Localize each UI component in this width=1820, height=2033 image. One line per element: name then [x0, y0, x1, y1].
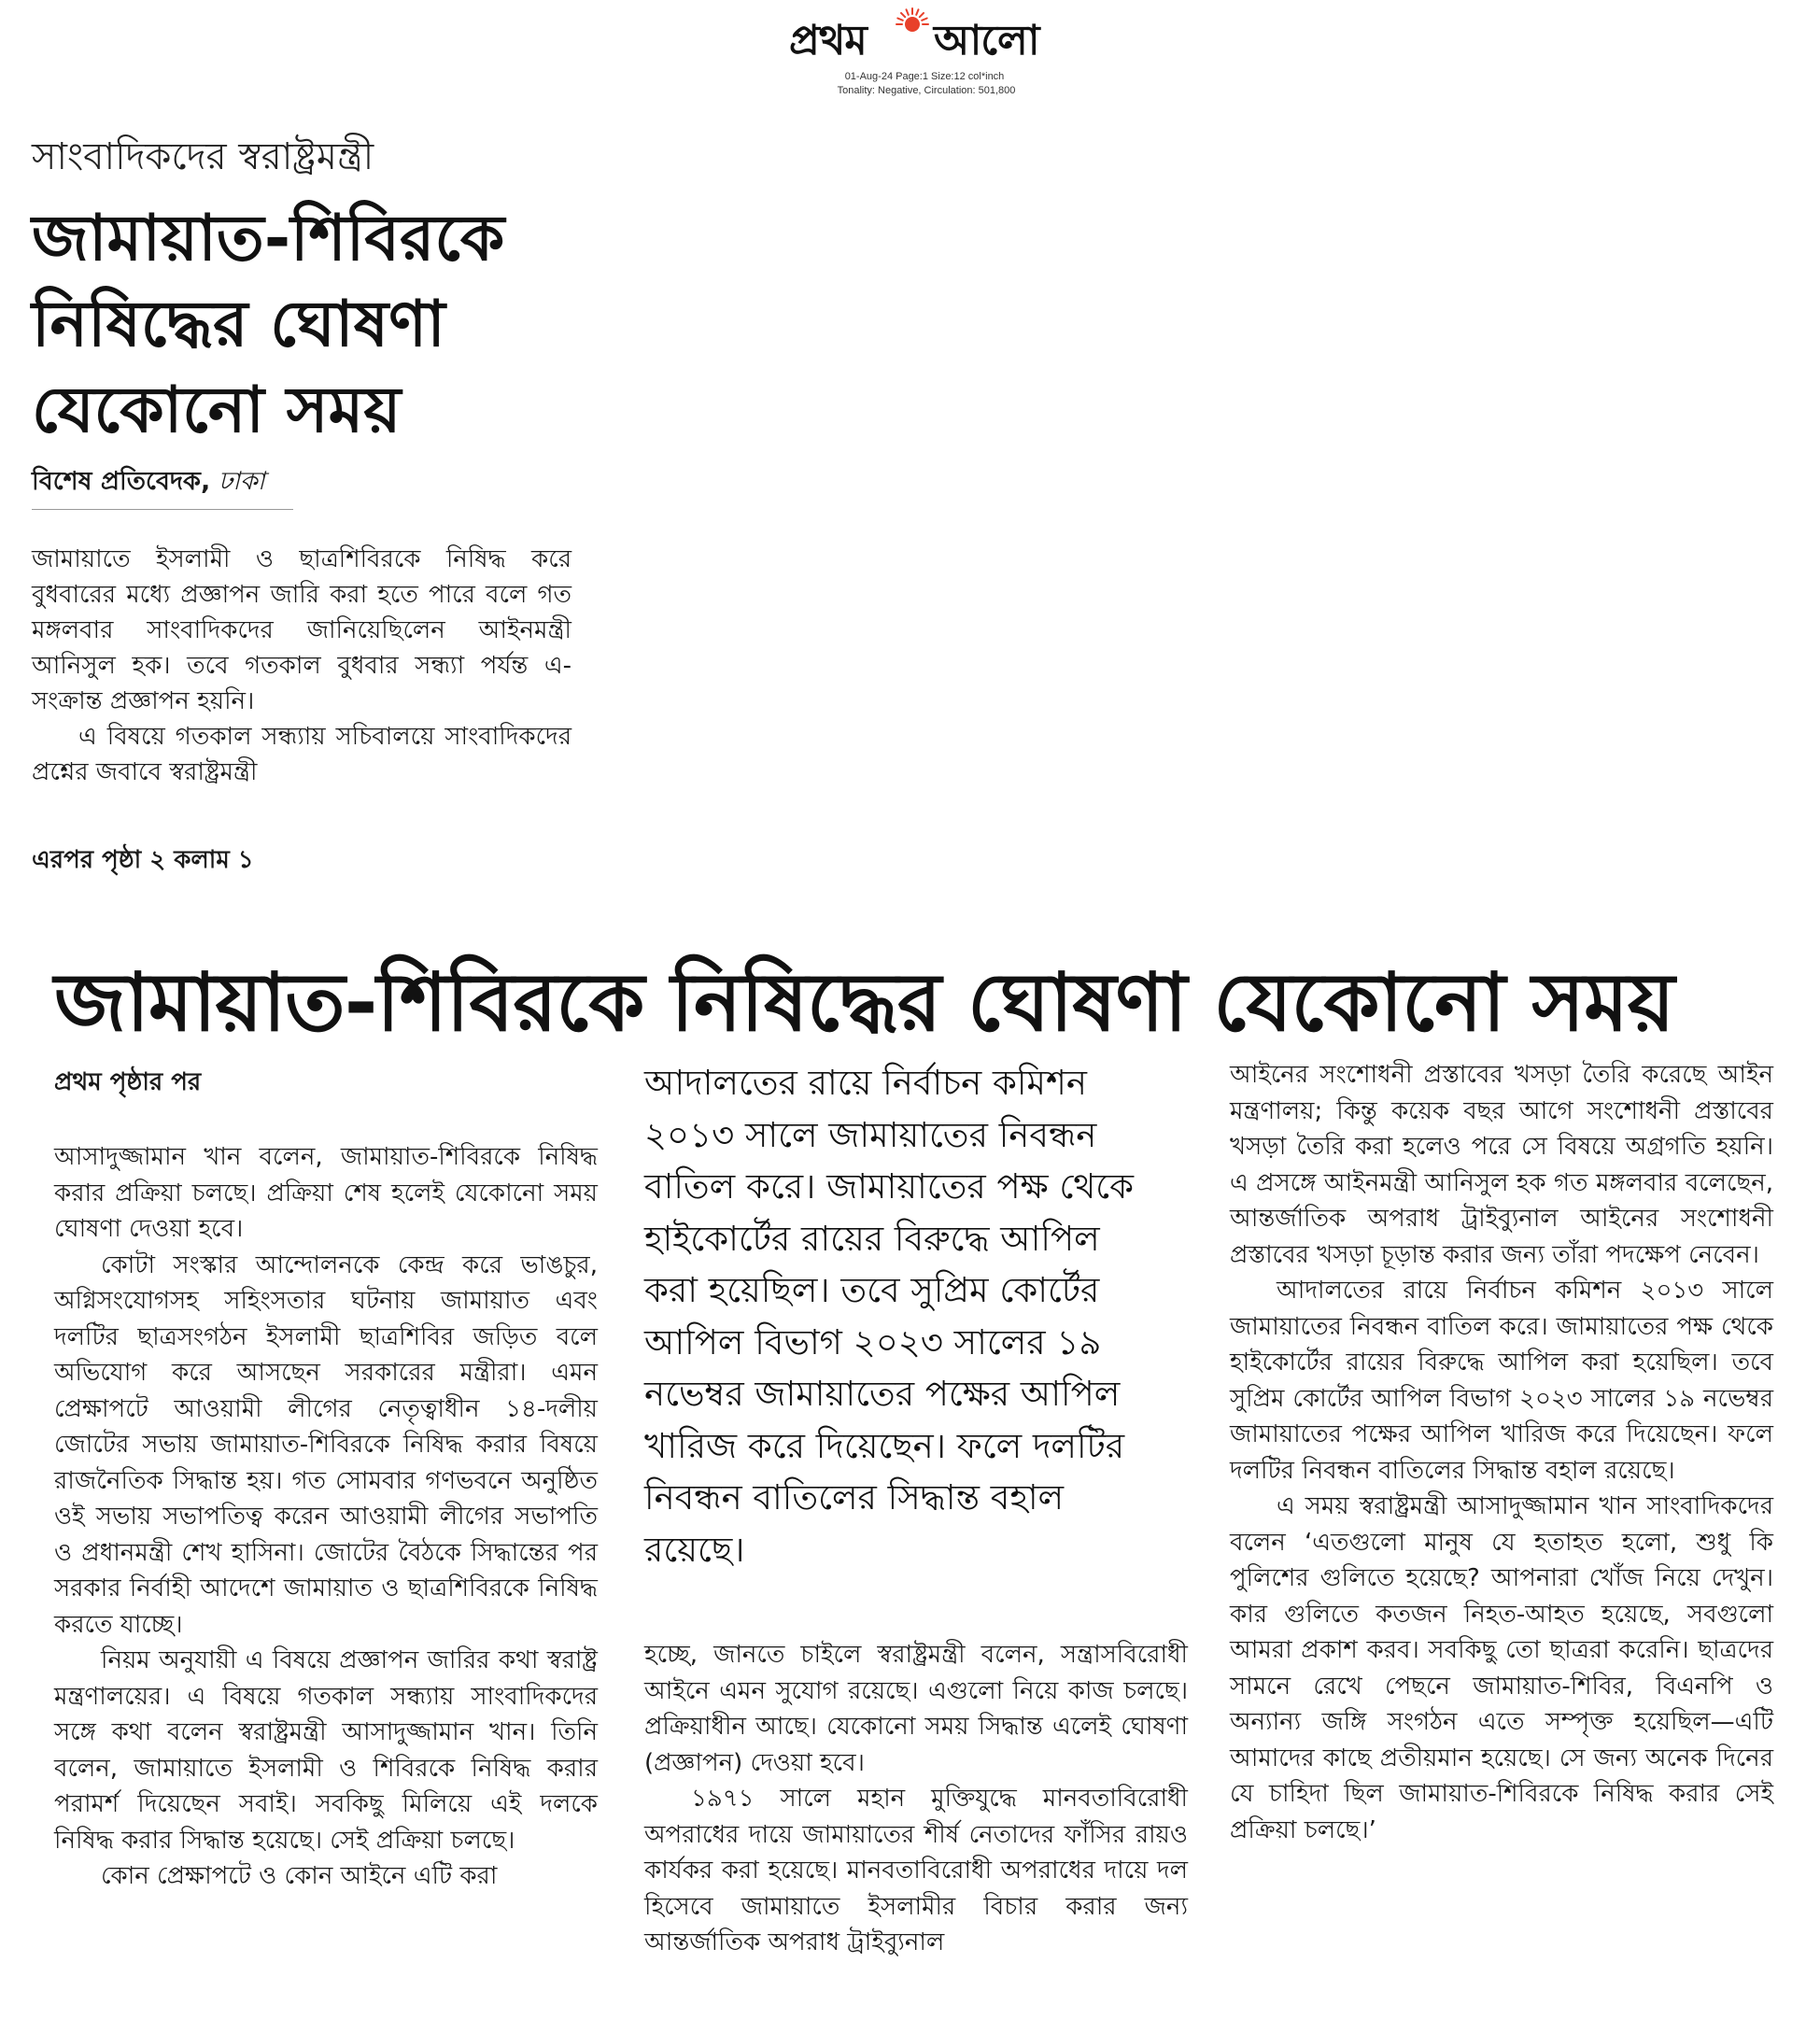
body-paragraph: জামায়াতে ইসলামী ও ছাত্রশিবিরকে নিষিদ্ধ করে বুধবারের মধ্যে প্রজ্ঞাপন জারি করা হতে পারে বলে গত মঙ্গলবার সাংবাদিকদের জানিয়েছিলেন আইনমন্ত্রী আনিসুল হক। তবে গতকাল বুধবার সন্ধ্যা পর্যন্ত এ-সংক্রান্ত প্রজ্ঞাপন হয়নি।: [32, 545, 571, 715]
logo-text-alo: আলো: [934, 17, 1039, 64]
article-column-1: [54, 1139, 598, 1895]
body-paragraph: কোন প্রেক্ষাপটে ও কোন আইনে এটি করা: [101, 1862, 498, 1890]
byline: [32, 462, 265, 504]
body-paragraph: আসাদুজ্জামান খান বলেন, জামায়াত-শিবিরকে নিষিদ্ধ করার প্রক্রিয়া চলছে। প্রক্রিয়া শেষ হলেই যেকোনো সময় ঘোষণা দেওয়া হবে।: [54, 1143, 598, 1243]
headline-line: যেকোনো সময়: [32, 374, 402, 447]
clipping-meta-date: 01-Aug-24 Page:1 Size:12 col*inch: [844, 71, 1005, 82]
article-column-3: [1230, 1057, 1773, 1848]
headline-line: নিষিদ্ধের ঘোষণা: [32, 288, 445, 361]
front-page-headline: [32, 196, 573, 454]
body-paragraph: কোটা সংস্কার আন্দোলনকে কেন্দ্র করে ভাঙচুর, অগ্নিসংযোগসহ সহিংসতার ঘটনায় জামায়াত এবং দলটির ছাত্রসংগঠন ইসলামী ছাত্রশিবির জড়িত বলে অভিযোগ করে আসছেন সরকারের মন্ত্রীরা। এমন প্রেক্ষাপটে আওয়ামী লীগের নেতৃত্বাধীন ১৪-দলীয় জোটের সভায় জামায়াত-শিবিরকে নিষিদ্ধ করার বিষয়ে রাজনৈতিক সিদ্ধান্ত হয়। গত সোমবার গণভবনে অনুষ্ঠিত ওই সভায় সভাপতিত্ব করেন আওয়ামী লীগের সভাপতি ও প্রধানমন্ত্রী শেখ হাসিনা। জোটের বৈঠকে সিদ্ধান্তের পর সরকার নির্বাহী আদেশে জামায়াত ও ছাত্রশিবিরকে নিষিদ্ধ করতে যাচ্ছে।: [54, 1250, 598, 1639]
body-paragraph: আদালতের রায়ে নির্বাচন কমিশন ২০১৩ সালে জামায়াতের নিবন্ধন বাতিল করে। জামায়াতের পক্ষ থেকে হাইকোর্টের রায়ের বিরুদ্ধে আপিল করা হয়েছিল। তবে সুপ্রিম কোর্টের আপিল বিভাগ ২০২৩ সালের ১৯ নভেম্বর জামায়াতের পক্ষের আপিল খারিজ করে দিয়েছেন। ফলে দলটির নিবন্ধন বাতিলের সিদ্ধান্ত বহাল রয়েছে।: [1230, 1277, 1773, 1485]
continued-on-note: এরপর পৃষ্ঠা ২ কলাম ১: [32, 846, 254, 874]
front-page-body: [32, 542, 571, 790]
byline-divider: [32, 509, 293, 510]
continuation-headline: জামায়াত-শিবিরকে নিষিদ্ধের ঘোষণা যেকোনো সময়: [54, 956, 1674, 1050]
sun-icon: [892, 6, 933, 32]
clipping-meta-tonality: Tonality: Negative, Circulation: 501,800: [837, 85, 1016, 96]
byline-role: বিশেষ প্রতিবেদক,: [32, 467, 211, 496]
body-paragraph: এ বিষয়ে গতকাল সন্ধ্যায় সচিবালয়ে সাংবাদিকদের প্রশ্নের জবাবে স্বরাষ্ট্রমন্ত্রী: [32, 723, 571, 786]
body-paragraph: আইনের সংশোধনী প্রস্তাবের খসড়া তৈরি করেছে আইন মন্ত্রণালয়; কিন্তু কয়েক বছর আগে সংশোধনী প্রস্তাবের খসড়া তৈরি করা হলেও পরে সে বিষয়ে অগ্রগতি হয়নি। এ প্রসঙ্গে আইনমন্ত্রী আনিসুল হক গত মঙ্গলবার বলেছেন, আন্তর্জাতিক অপরাধ ট্রাইব্যুনাল আইনের সংশোধনী প্রস্তাবের খসড়া চূড়ান্ত করার জন্য তাঁরা পদক্ষেপ নেবেন।: [1230, 1061, 1773, 1269]
headline-line: জামায়াত-শিবিরকে: [32, 202, 505, 275]
logo-text-prothom: প্রথম: [789, 17, 867, 64]
article-column-2: [644, 1637, 1188, 1961]
body-paragraph: এ সময় স্বরাষ্ট্রমন্ত্রী আসাদুজ্জামান খান সাংবাদিকদের বলেন ‘এতগুলো মানুষ যে হতাহত হলো, শুধু কি পুলিশের গুলিতে হয়েছে? আপনারা খোঁজ নিয়ে দেখুন। কার গুলিতে কতজন নিহত-আহত হয়েছে, সবগুলো আমরা প্রকাশ করব। সবকিছু তো ছাত্ররা করেনি। ছাত্রদের সামনে রেখে পেছনে জামায়াত-শিবির, বিএনপি ও অন্যান্য জঙ্গি সংগঠন এতে সম্পৃক্ত হয়েছিল—এটি আমাদের কাছে প্রতীয়মান হয়েছে। সে জন্য অনেক দিনের যে চাহিদা ছিল জামায়াত-শিবিরকে নিষিদ্ধ করার সেই প্রক্রিয়া চলছে।’: [1230, 1492, 1773, 1844]
body-paragraph: হচ্ছে, জানতে চাইলে স্বরাষ্ট্রমন্ত্রী বলেন, সন্ত্রাসবিরোধী আইনে এমন সুযোগ রয়েছে। এগুলো নিয়ে কাজ চলছে। প্রক্রিয়াধীন আছে। যেকোনো সময় সিদ্ধান্ত এলেই ঘোষণা (প্রজ্ঞাপন) দেওয়া হবে।: [644, 1641, 1188, 1777]
kicker-headline: সাংবাদিকদের স্বরাষ্ট্রমন্ত্রী: [32, 135, 374, 178]
byline-place: ঢাকা: [218, 467, 265, 496]
pull-quote: আদালতের রায়ে নির্বাচন কমিশন ২০১৩ সালে জামায়াতের নিবন্ধন বাতিল করে। জামায়াতের পক্ষ থেকে হাইকোর্টের রায়ের বিরুদ্ধে আপিল করা হয়েছিল। তবে সুপ্রিম কোর্টের আপিল বিভাগ ২০২৩ সালের ১৯ নভেম্বর জামায়াতের পক্ষের আপিল খারিজ করে দিয়েছেন। ফলে দলটির নিবন্ধন বাতিলের সিদ্ধান্ত বহাল রয়েছে।: [644, 1063, 1135, 1570]
continued-from-note: প্রথম পৃষ্ঠার পর: [54, 1068, 202, 1096]
body-paragraph: ১৯৭১ সালে মহান মুক্তিযুদ্ধে মানবতাবিরোধী অপরাধের দায়ে জামায়াতের শীর্ষ নেতাদের ফাঁসির রায়ও কার্যকর করা হয়েছে। মানবতাবিরোধী অপরাধের দায়ে দল হিসেবে জামায়াতে ইসলামীর বিচার করার জন্য আন্তর্জাতিক অপরাধ ট্রাইব্যুনাল: [644, 1785, 1188, 1956]
body-paragraph: নিয়ম অনুযায়ী এ বিষয়ে প্রজ্ঞাপন জারির কথা স্বরাষ্ট্র মন্ত্রণালয়ের। এ বিষয়ে গতকাল সন্ধ্যায় সাংবাদিকদের সঙ্গে কথা বলেন স্বরাষ্ট্রমন্ত্রী আসাদুজ্জামান খান। তিনি বলেন, জামায়াতে ইসলামী ও শিবিরকে নিষিদ্ধ করার পরামর্শ দিয়েছেন সবাই। সবকিছু মিলিয়ে এই দলকে নিষিদ্ধ করার সিদ্ধান্ত হয়েছে। সেই প্রক্রিয়া চলছে।: [54, 1646, 598, 1855]
